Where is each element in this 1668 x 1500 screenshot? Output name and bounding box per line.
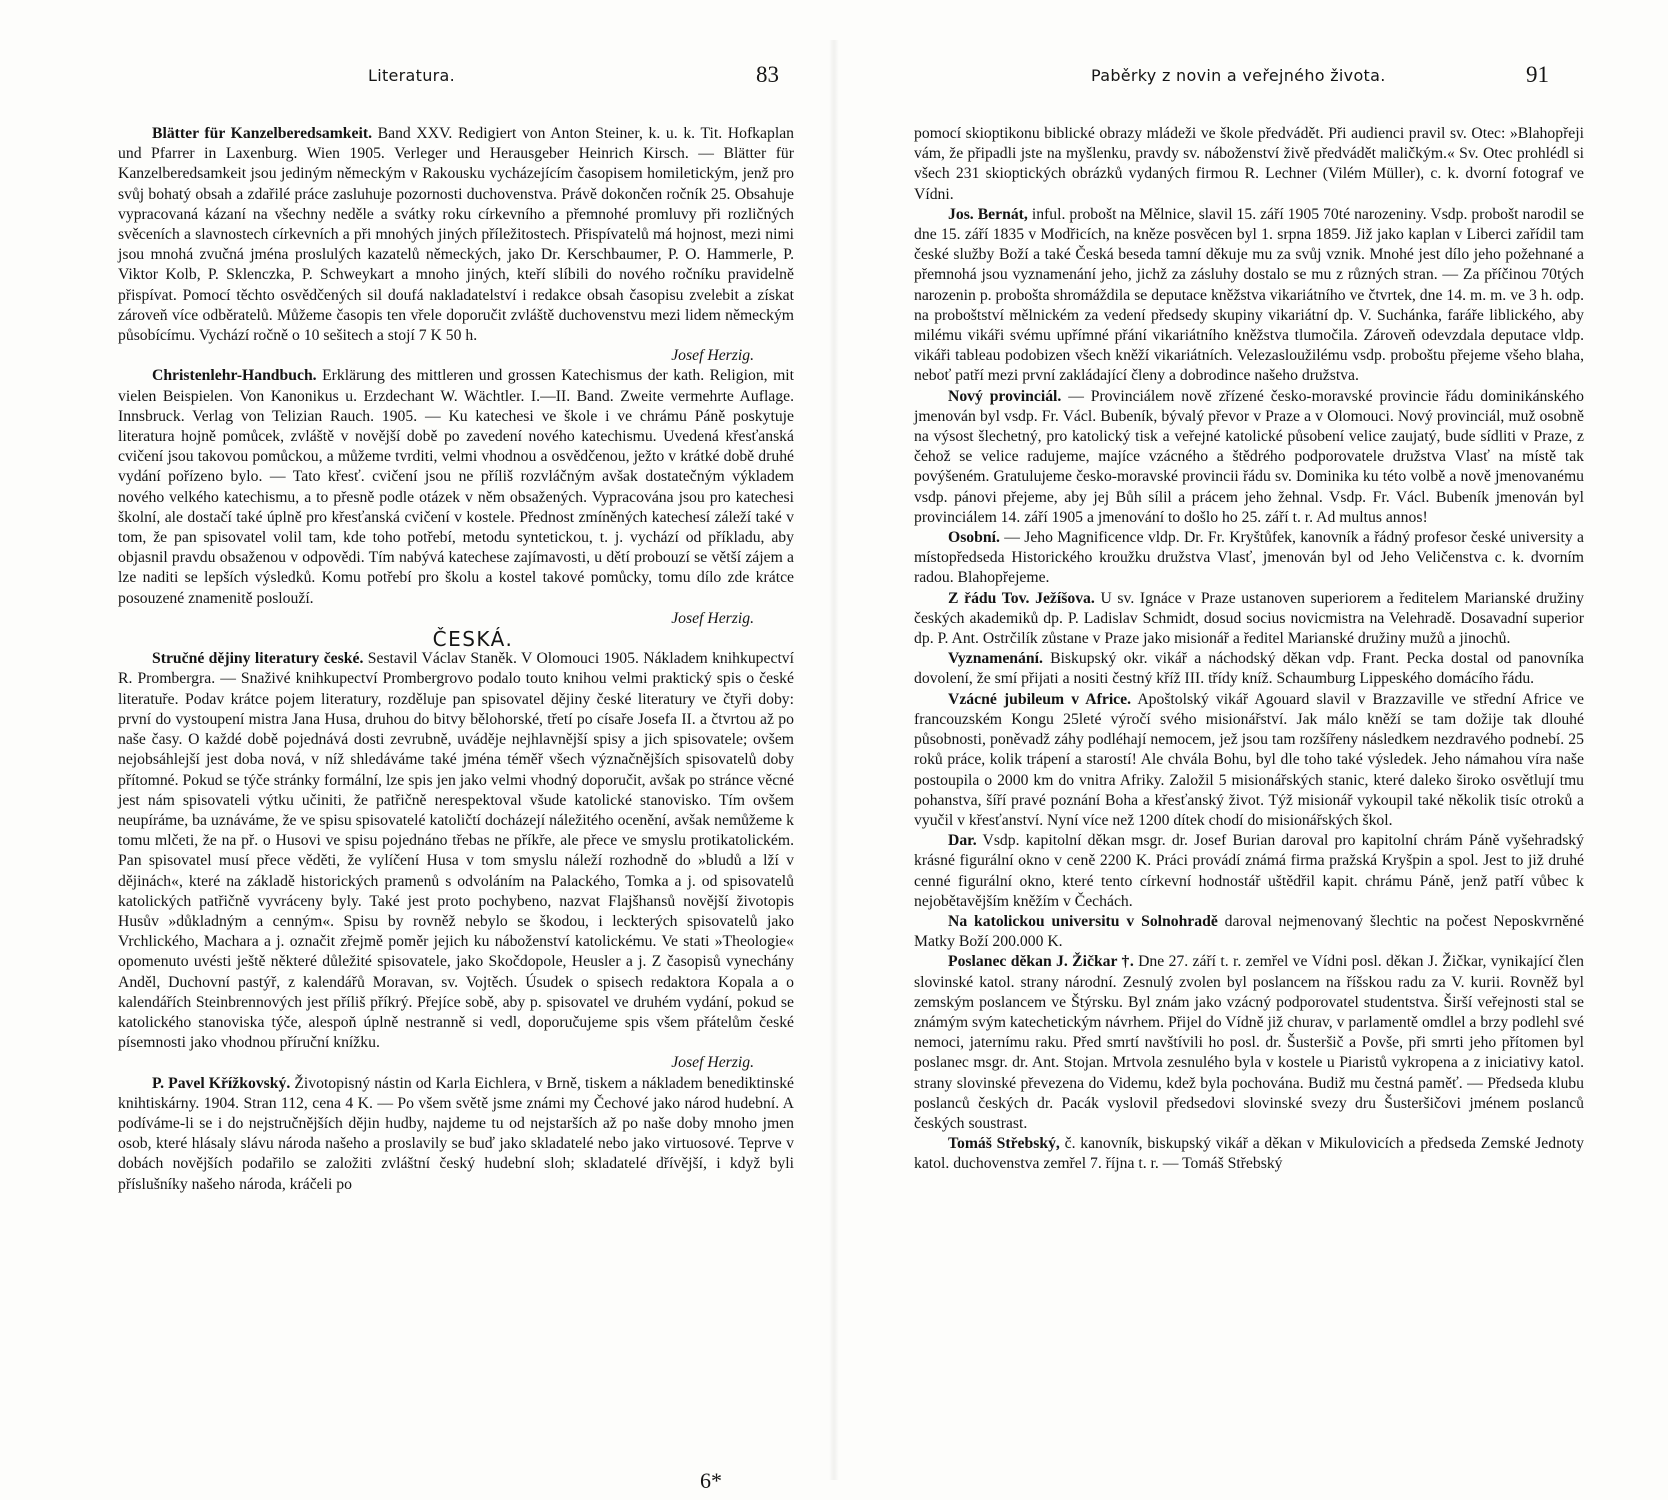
signature-line xyxy=(118,1053,794,1073)
running-head xyxy=(118,62,790,94)
running-head xyxy=(906,62,1576,94)
entry-title: Nový provinciál. xyxy=(948,387,1062,405)
entry-title: Jos. Bernát, xyxy=(948,205,1028,223)
entry-text: Erklärung des mittleren und grossen Katechismus der kath. Religion, mit vielen Beispielen. Von Kanonikus u. Erzdechant W. Wächtler. I.—II. Band. Zweite vermehrte Auflage. Innsbruck. Verlag von Telizian Rauch. 1905. — Ku katechesi ve škole i ve chrámu Páně poskytuje literatura hojně pomůcek, zvláště v novější době po zavedení nového katechismu. Uvedená křesťanská cvičení jsou takovou pomůckou, a můžeme tvrditi, velmi vhodnou a osvědčenou, ježto v krátké době druhé vydání pořízeno bylo. — Tato křesť. cvičení jsou ne příliš rozvláčným avšak dostatečným výkladem nového velkého katechismu, a to přesně podle otázek v něm obsažených. Vypracována jsou pro katechesi školní, ale dostačí také úplně pro křesťanská cvičení v kostele. Přednost zmíněných katechesí záleží také v tom, že pan spisovatel volil tam, kde toho potřebí, metodu syntetickou, t. j. vychází od příkladu, aby objasnil pravdu obsaženou v odpovědi. Tím nabývá katechese zajímavosti, u dětí probouzí se větší zájem a lze naditi se lepších výsledků. Komu potřebí pro školu a kostel takové pomůcky, tomu dílo zde krátce posouzené znamenitě poslouží. xyxy=(118,367,794,607)
running-title: Paběrky z novin a veřejného života. xyxy=(1091,66,1386,85)
entry-text: inful. probošt na Mělnice, slavil 15. září 1905 70té narozeniny. Vsdp. probošt narodil se dne 15. září 1835 v Modřicích, na kněze posvěcen byl 1. srpna 1859. Již jako kaplan v Liberci zařídil tam české služby Boží a také Česká beseda tamní děkuje mu za svůj vznik. Mnohé jest dílo jeho požehnané a přemnohá jsou vyznamenání jeho, jichž za zásluhy dostalo se mu z různých stran. — Za příčinou 70tých narozenin p. probošta shromáždila se deputace kněžstva vikariátního ve čtvrtek, dne 14. m. m. ve 3 h. odp. na proboštství mělnickém za vedení předsedy skupiny vikariátní dp. V. Suchánka, faráře liblického, aby milému vikáři svému upřímné přání vikariátního kněžstva tlumočila. Zároveň odevzdala deputace vldp. vikáři tableau podobizen všech kněží vikariátních. Velezasloužilému vsdp. proboštu přejeme všeho blaha, neboť patří mezi první zakládající členy a dobrodince našeho družstva. xyxy=(914,205,1584,385)
section-heading: ČESKÁ. xyxy=(432,627,514,652)
review-entry xyxy=(118,649,794,1053)
entry-title: Vyznamenání. xyxy=(948,650,1043,668)
entry-text: U sv. Ignáce v Praze ustanoven superiorem a ředitelem Marianské družiny českých akademiků dp. P. Ladislav Schmidt, dosud socius novicmistra na Velehradě. Dosavadní superior dp. P. Ant. Ostrčilík zůstane v Praze jako misionář a ředitel Marianské družiny mužů a jinochů. xyxy=(914,589,1585,648)
review-entry xyxy=(118,366,794,608)
entry-title: Poslanec děkan J. Žičkar †. xyxy=(948,953,1134,971)
news-entry xyxy=(914,1134,1584,1174)
news-entry xyxy=(914,589,1584,650)
page-number: 83 xyxy=(756,62,779,87)
left-page-text xyxy=(118,124,794,1195)
running-title: Literatura. xyxy=(368,66,456,85)
continuation-paragraph: pomocí skioptikonu biblické obrazy mládeži ve škole předvádět. Při audienci pravil sv. Otec: »Blahopřeji vám, že připadli jste na myšlenku, pravdy sv. náboženství živě předvádět maličkým.« Sv. Otec prohlédl si všech 231 skioptických obrázků vydaných firmou R. Lechner (Vilém Müller), c. k. dvorní fotograf ve Vídni. xyxy=(914,125,1584,203)
entry-text: — Jeho Magnificence vldp. Dr. Fr. Kryštůfek, kanovník a řádný profesor české university a místopředseda Historického kroužku družstva Vlasť, jmenován byl od Jeho Veličenstva c. k. dvorním radou. Blahopřejeme. xyxy=(914,529,1584,587)
entry-text: Životopisný nástin od Karla Eichlera, v Brně, tiskem a nákladem benediktinské knihtiskárny. 1904. Stran 112, cena 4 K. — Po všem světě jsme známi my Čechové jako národ hudební. A podíváme-li se i do nejstručnějších dějin hudby, najdeme tu od nejstarších až po naše doby mnoho jmen osob, které hlásaly slávu národa našeho a proslavily se buď jako skladatelé nebo jako virtuosové. Teprve v dobách novějších podařilo se založiti zvláštní český hudební sloh; skladatelé dřívější, i když byli příslušníky našeho národa, kráčeli po xyxy=(118,1074,794,1193)
entry-text: Dne 27. září t. r. zemřel ve Vídni posl. děkan J. Žičkar, vynikající člen slovinské katol. strany národní. Zesnulý zvolen byl poslancem na říšskou radu za V. kurii. Rovněž byl zemským poslancem ve Štýrsku. Byl znám jako vzácný podporovatel studentstva. Širší veřejnosti stal se známým svým katechetickým návrhem. Přijel do Vídně již churav, v parlamentě omdlel a brzy podlehl své nemoci, jaternímu raku. Před smrtí navštívili ho posl. dr. Šusteršič a Povše, při smrti jeho přítomen byl poslanec msgr. dr. Ant. Stojan. Mrtvola zesnulého byla v kostele u Piaristů vykropena a z iniciativy katol. strany slovinské převezena do Videmu, kdež byla pochována. Budiž mu čestná paměť. — Předseda klubu poslanců českých dr. Pacák vyslovil předsedovi slovinské svezy dru Šusteršičovi jménem poslanců českých soustrast. xyxy=(914,953,1585,1132)
entry-title: Z řádu Tov. Ježíšova. xyxy=(948,589,1095,607)
signature-line xyxy=(118,609,794,629)
right-page-text xyxy=(914,124,1584,1175)
signature-line xyxy=(118,346,794,366)
entry-title: Tomáš Střebský, xyxy=(948,1135,1060,1153)
entry-title: Vzácné jubileum v Africe. xyxy=(948,690,1132,708)
entry-text: Band XXV. Redigiert von Anton Steiner, k. u. k. Tit. Hofkaplan und Pfarrer in Laxenburg. Wien 1905. Verleger und Herausgeber Heinrich Kirsch. — Blätter für Kanzelberedsamkeit jsou jediným německým v Rakousku vycházejícím časopisem homiletickým, jenž pro svůj bohatý obsah a zdařilé práce zasluhuje pozornosti duchovenstva. Právě dokončen ročník 25. Obsahuje vypracovaná kázaní na všechny neděle a svátky roku církevního a přemnohé promluvy při rozličných svěceních a slavnostech církevních a při mnohých jiných příležitostech. Přispívatelů má hojnost, mezi nimi jsou mnohá zvučná jména proslulých kazatelů německých, jako Dr. Kerschbaumer, P. O. Hammerle, P. Viktor Kolb, P. Sklenczka, P. Schweykart a mnoho jiných, kteří slíbili do nového ročníku pravidelně přispívat. Pomocí těchto osvědčených sil doufá nakladatelství i redakce obsah časopisu zvelebit a získat zároveň více odběratelů. Můžeme časopis ten vřele doporučit zvláště duchovenstvu mezi lidem německým působícímu. Vychází ročně o 10 sešitech a stojí 7 K 50 h. xyxy=(118,125,794,345)
news-entry xyxy=(914,831,1584,912)
news-entry xyxy=(914,649,1584,689)
entry-title: Na katolickou universitu v Solnohradě xyxy=(948,912,1218,930)
entry-text: č. kanovník, biskupský vikář a děkan v Mikulovicích a předseda Zemské Jednoty katol. duchovenstva zemřel 7. října t. r. — Tomáš Střebský xyxy=(914,1135,1584,1173)
entry-title: Dar. xyxy=(948,832,977,850)
entry-signature: Josef Herzig. xyxy=(671,609,754,627)
entry-text: Sestavil Václav Staněk. V Olomouci 1905. Nákladem knihkupectví R. Prombergra. — Snaživé knihkupectví Prombergrovo podalo touto knihou velmi praktický spis o české literatuře. Podav krátce pojem literatury, rozděluje pan spisovatel dějiny české literatury ve čtyři doby: první do vystoupení mistra Jana Husa, druhou do bitvy bělohorské, třetí po císaře Josefa II. a čtvrtou až po naše časy. O každé době pojednává dosti zevrubně, uváděje nejhlavnější spisy a jich spisovatele; ovšem nejobsáhlejší jest doba nová, v níž shledáváme také jména téměř všech význačnějších spisovatelů doby přítomné. Pokud se týče stránky formální, lze spis jen jako velmi vhodný doporučit, avšak po stránce věcné jest nám spisovateli výtku učiniti, že patřičně nerespektoval všude katolické stanovisko. Tím ovšem neupíráme, ba uznáváme, že ve spisu spisovatelé katoličtí docházejí náležitého ocenění, avšak nemůžeme k tomu mlčeti, že na př. o Husovi ve spisu pojednáno třebas ne příkře, ale přece ve smyslu protikatolickém. Pan spisovatel musí přece věděti, že vylíčení Husa v tom smyslu náleží rozhodně do »bludů a lží v dějinách«, které na základě historických pramenů s odvoláním na Palackého, Tomka a j. od spisovatelů katolických patřičně vyvráceny byly. Také jest proto pochybeno, nazvat Flajšhansů novější životopis Husův »důkladným a cenným«. Spisu by rovněž nebylo se škodou, i leckterých spisovatelů jako Vrchlického, Machara a j. označit zřejmě poměr jejich ku náboženství katolickému. Ve stati »Theologie« opomenuto uvésti ještě některé důležité spisovatele, jako Skočdopole, Heusler a j. Z časopisů vynechány Anděl, Duchovní pastýř, z kalendářů Moravan, sv. Vojtěch. Úsudek o spisech redaktora Kopala a o kalendářích Steinbrennových jest příliš příkrý. Přejíce sobě, aby p. spisovatel ve druhém vydání, pokud se katolického stanoviska týče, alespoň úplně nestranně si vedl, doporučujeme spis všem přátelům české písemnosti jako vhodnou příruční knížku. xyxy=(118,650,795,1052)
news-entry xyxy=(914,912,1584,952)
review-entry xyxy=(118,1074,794,1195)
entry-title: Osobní. xyxy=(948,529,1000,547)
review-entry xyxy=(118,124,794,346)
entry-text: Apoštolský vikář Agouard slavil v Brazzaville ve střední Africe ve francouzském Kongu 25leté výročí svého misionářství. Jak málo kněží se tam dožije tak dlouhé působnosti, poněvadž záhy podléhají nemocem, jež jsou tam rozšířeny následkem nezdravého podnebí. 25 roků práce, kolik trápení a starostí! Ale chvála Bohu, byl dle toho také výsledek. Jeho námahou víra naše postoupila o 2000 km do vnitra Afriky. Založil 5 misionářských stanic, které daleko široko osvětlují tmu pohanstva, šíří pravé poznání Boha a křesťanský život. Týž misionář vykoupil také několik tisíc otroků a vyučil v křesťanství. Nyní více než 1200 dítek chodí do misionářských škol. xyxy=(914,690,1585,829)
entry-text: — Provinciálem nově zřízené česko-moravské provincie řádu dominikánského jmenován byl vsdp. Fr. Václ. Bubeník, bývalý převor v Praze a v Olomouci. Nový provinciál, muž osobně na výsost šlechetný, pro katolický tisk a veřejné katolické působení velice zaujatý, bude sídliti v Praze, z čehož se velice radujeme, majíce vzácného a štědrého podporovatele družstva Vlasť na místě tak povýšeném. Gratulujeme česko-moravské provincii řádu sv. Dominika ku této volbě a nově jmenovanému vsdp. pánovi přejeme, aby jej Bůh sílil a prácem jeho žehnal. Vsdp. Fr. Václ. Bubeník jmenován byl provinciálem 14. září 1905 a jmenování to došlo ho 25. září t. r. Ad multus annos! xyxy=(914,387,1585,526)
entry-signature: Josef Herzig. xyxy=(671,347,754,365)
news-entry xyxy=(914,205,1584,387)
page-number: 91 xyxy=(1526,62,1549,87)
right-page xyxy=(834,0,1668,1500)
entry-title: Stručné dějiny literatury české. xyxy=(152,650,364,668)
entry-signature: Josef Herzig. xyxy=(671,1054,754,1072)
news-entry xyxy=(914,528,1584,589)
signature-mark: 6* xyxy=(700,1468,722,1493)
news-entry xyxy=(914,387,1584,528)
news-entry xyxy=(914,952,1584,1134)
entry-title: Christenlehr-Handbuch. xyxy=(152,367,317,385)
entry-title: P. Pavel Křížkovský. xyxy=(152,1074,291,1092)
entry-text: Biskupský okr. vikář a náchodský děkan vdp. Frant. Pecka dostal od panovníka dovolení, že smí přijati a nositi čestný kříž III. třídy kníž. Schaumburg Lippeského domácího řádu. xyxy=(914,650,1584,688)
news-entry xyxy=(914,690,1584,831)
entry-text: daroval nejmenovaný šlechtic na počest Neposkvrněné Matky Boží 200.000 K. xyxy=(914,912,1584,951)
entry-text: Vsdp. kapitolní děkan msgr. dr. Josef Burian daroval pro kapitolní chrám Páně vyšehradský krásné figurální okno v ceně 2200 K. Práci provádí známá firma pražská Kryšpin a spol. Jest to již druhé cenné figurální okno, které tento církevní hodnostář uštědřil kapit. chrámu Páně, jenž patří vůbec k nejobětavějším kněžím v Čechách. xyxy=(914,832,1584,910)
entry-title: Blätter für Kanzelberedsamkeit. xyxy=(152,125,372,142)
